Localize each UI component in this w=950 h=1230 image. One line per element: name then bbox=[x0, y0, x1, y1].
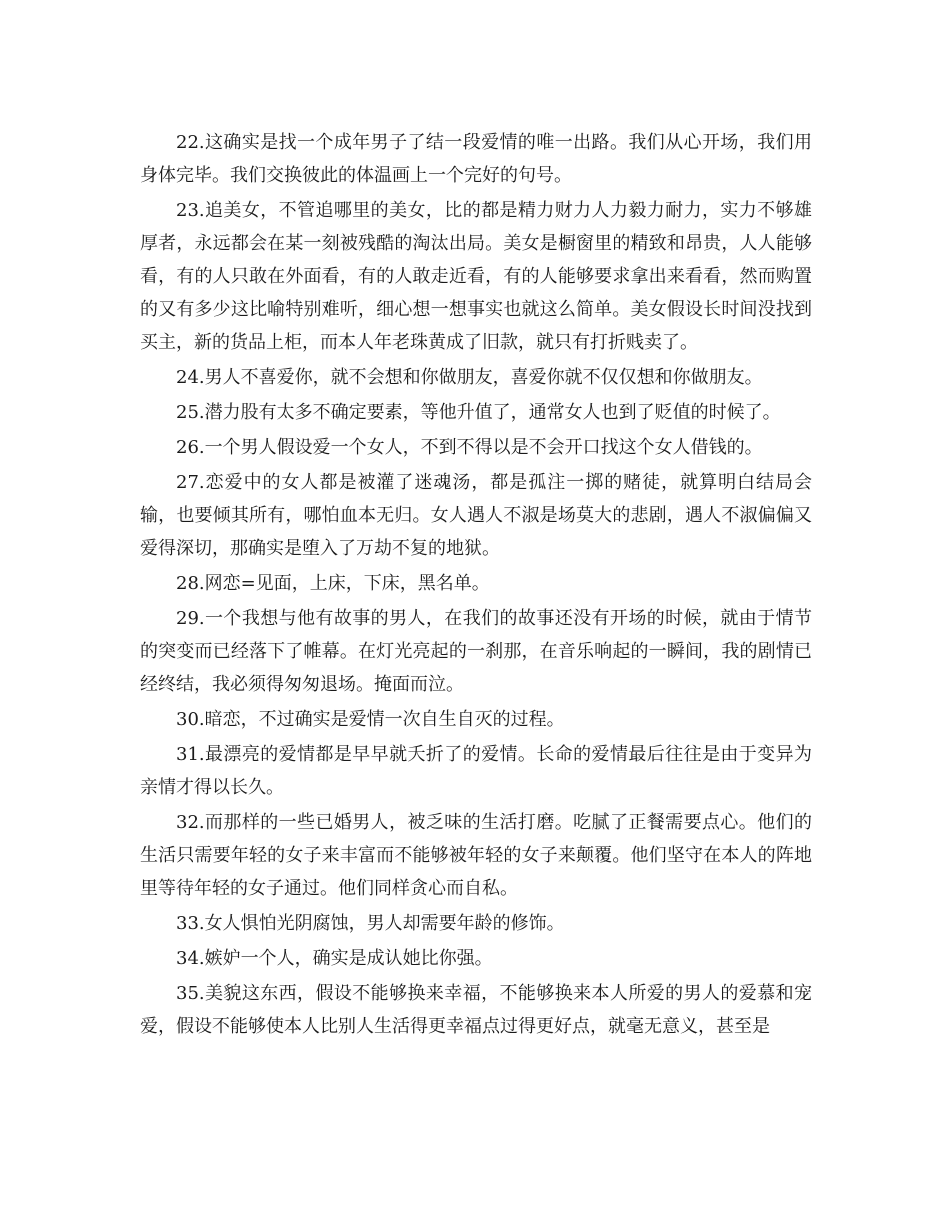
paragraph-35: 35.美貌这东西，假设不能够换来幸福，不能够换来本人所爱的男人的爱慕和宠爱，假设不能够使本人比别人生活得更幸福点过得更好点，就毫无意义，甚至是 bbox=[140, 983, 812, 1037]
paragraph-25: 25.潜力股有太多不确定要素，等他升值了，通常女人也到了贬值的时候了。 bbox=[176, 402, 781, 423]
paragraph-27: 27.恋爱中的女人都是被灌了迷魂汤，都是孤注一掷的赌徒，就算明白结局会输，也要倾其所有，哪怕血本无归。女人遇人不淑是场莫大的悲剧，遇人不淑偏偏又爱得深切，那确实是堕入了万劫不复的地狱。 bbox=[140, 472, 812, 559]
paragraph-24: 24.男人不喜爱你，就不会想和你做朋友，喜爱你就不仅仅想和你做朋友。 bbox=[176, 367, 763, 388]
paragraph-30: 30.暗恋，不过确实是爱情一次自生自灭的过程。 bbox=[176, 709, 565, 730]
paragraph-31: 31.最漂亮的爱情都是早早就夭折了的爱情。长命的爱情最后往往是由于变异为亲情才得以长久。 bbox=[140, 744, 812, 798]
paragraph-33: 33.女人惧怕光阴腐蚀，男人却需要年龄的修饰。 bbox=[176, 913, 565, 934]
paragraph-22: 22.这确实是找一个成年男子了结一段爱情的唯一出路。我们从心开场，我们用身体完毕。我们交换彼此的体温画上一个完好的句号。 bbox=[140, 132, 812, 186]
paragraph-34: 34.嫉妒一个人，确实是成认她比你强。 bbox=[176, 948, 493, 969]
paragraph-29: 29.一个我想与他有故事的男人，在我们的故事还没有开场的时候，就由于情节的突变而已经落下了帷幕。在灯光亮起的一刹那，在音乐响起的一瞬间，我的剧情已经终结，我必须得匆匆退场。掩面而泣。 bbox=[140, 608, 812, 695]
paragraph-26: 26.一个男人假设爱一个女人，不到不得以是不会开口找这个女人借钱的。 bbox=[176, 437, 763, 458]
paragraph-23: 23.追美女，不管追哪里的美女，比的都是精力财力人力毅力耐力，实力不够雄厚者，永远都会在某一刻被残酷的淘汰出局。美女是橱窗里的精致和昂贵，人人能够看，有的人只敢在外面看，有的人敢走近看，有的人能够要求拿出来看看，然而购置的又有多少这比喻特别难听，细心想一想事实也就这么简单。美女假设长时间没找到买主，新的货品上柜，而本人年老珠黄成了旧款，就只有打折贱卖了。 bbox=[140, 200, 812, 353]
paragraph-32: 32.而那样的一些已婚男人，被乏味的生活打磨。吃腻了正餐需要点心。他们的生活只需要年轻的女子来丰富而不能够被年轻的女子来颠覆。他们坚守在本人的阵地里等待年轻的女子通过。他们同样贪心而自私。 bbox=[140, 812, 812, 899]
document-body bbox=[140, 126, 812, 1045]
paragraph-28: 28.网恋=见面，上床，下床，黑名单。 bbox=[176, 573, 490, 594]
